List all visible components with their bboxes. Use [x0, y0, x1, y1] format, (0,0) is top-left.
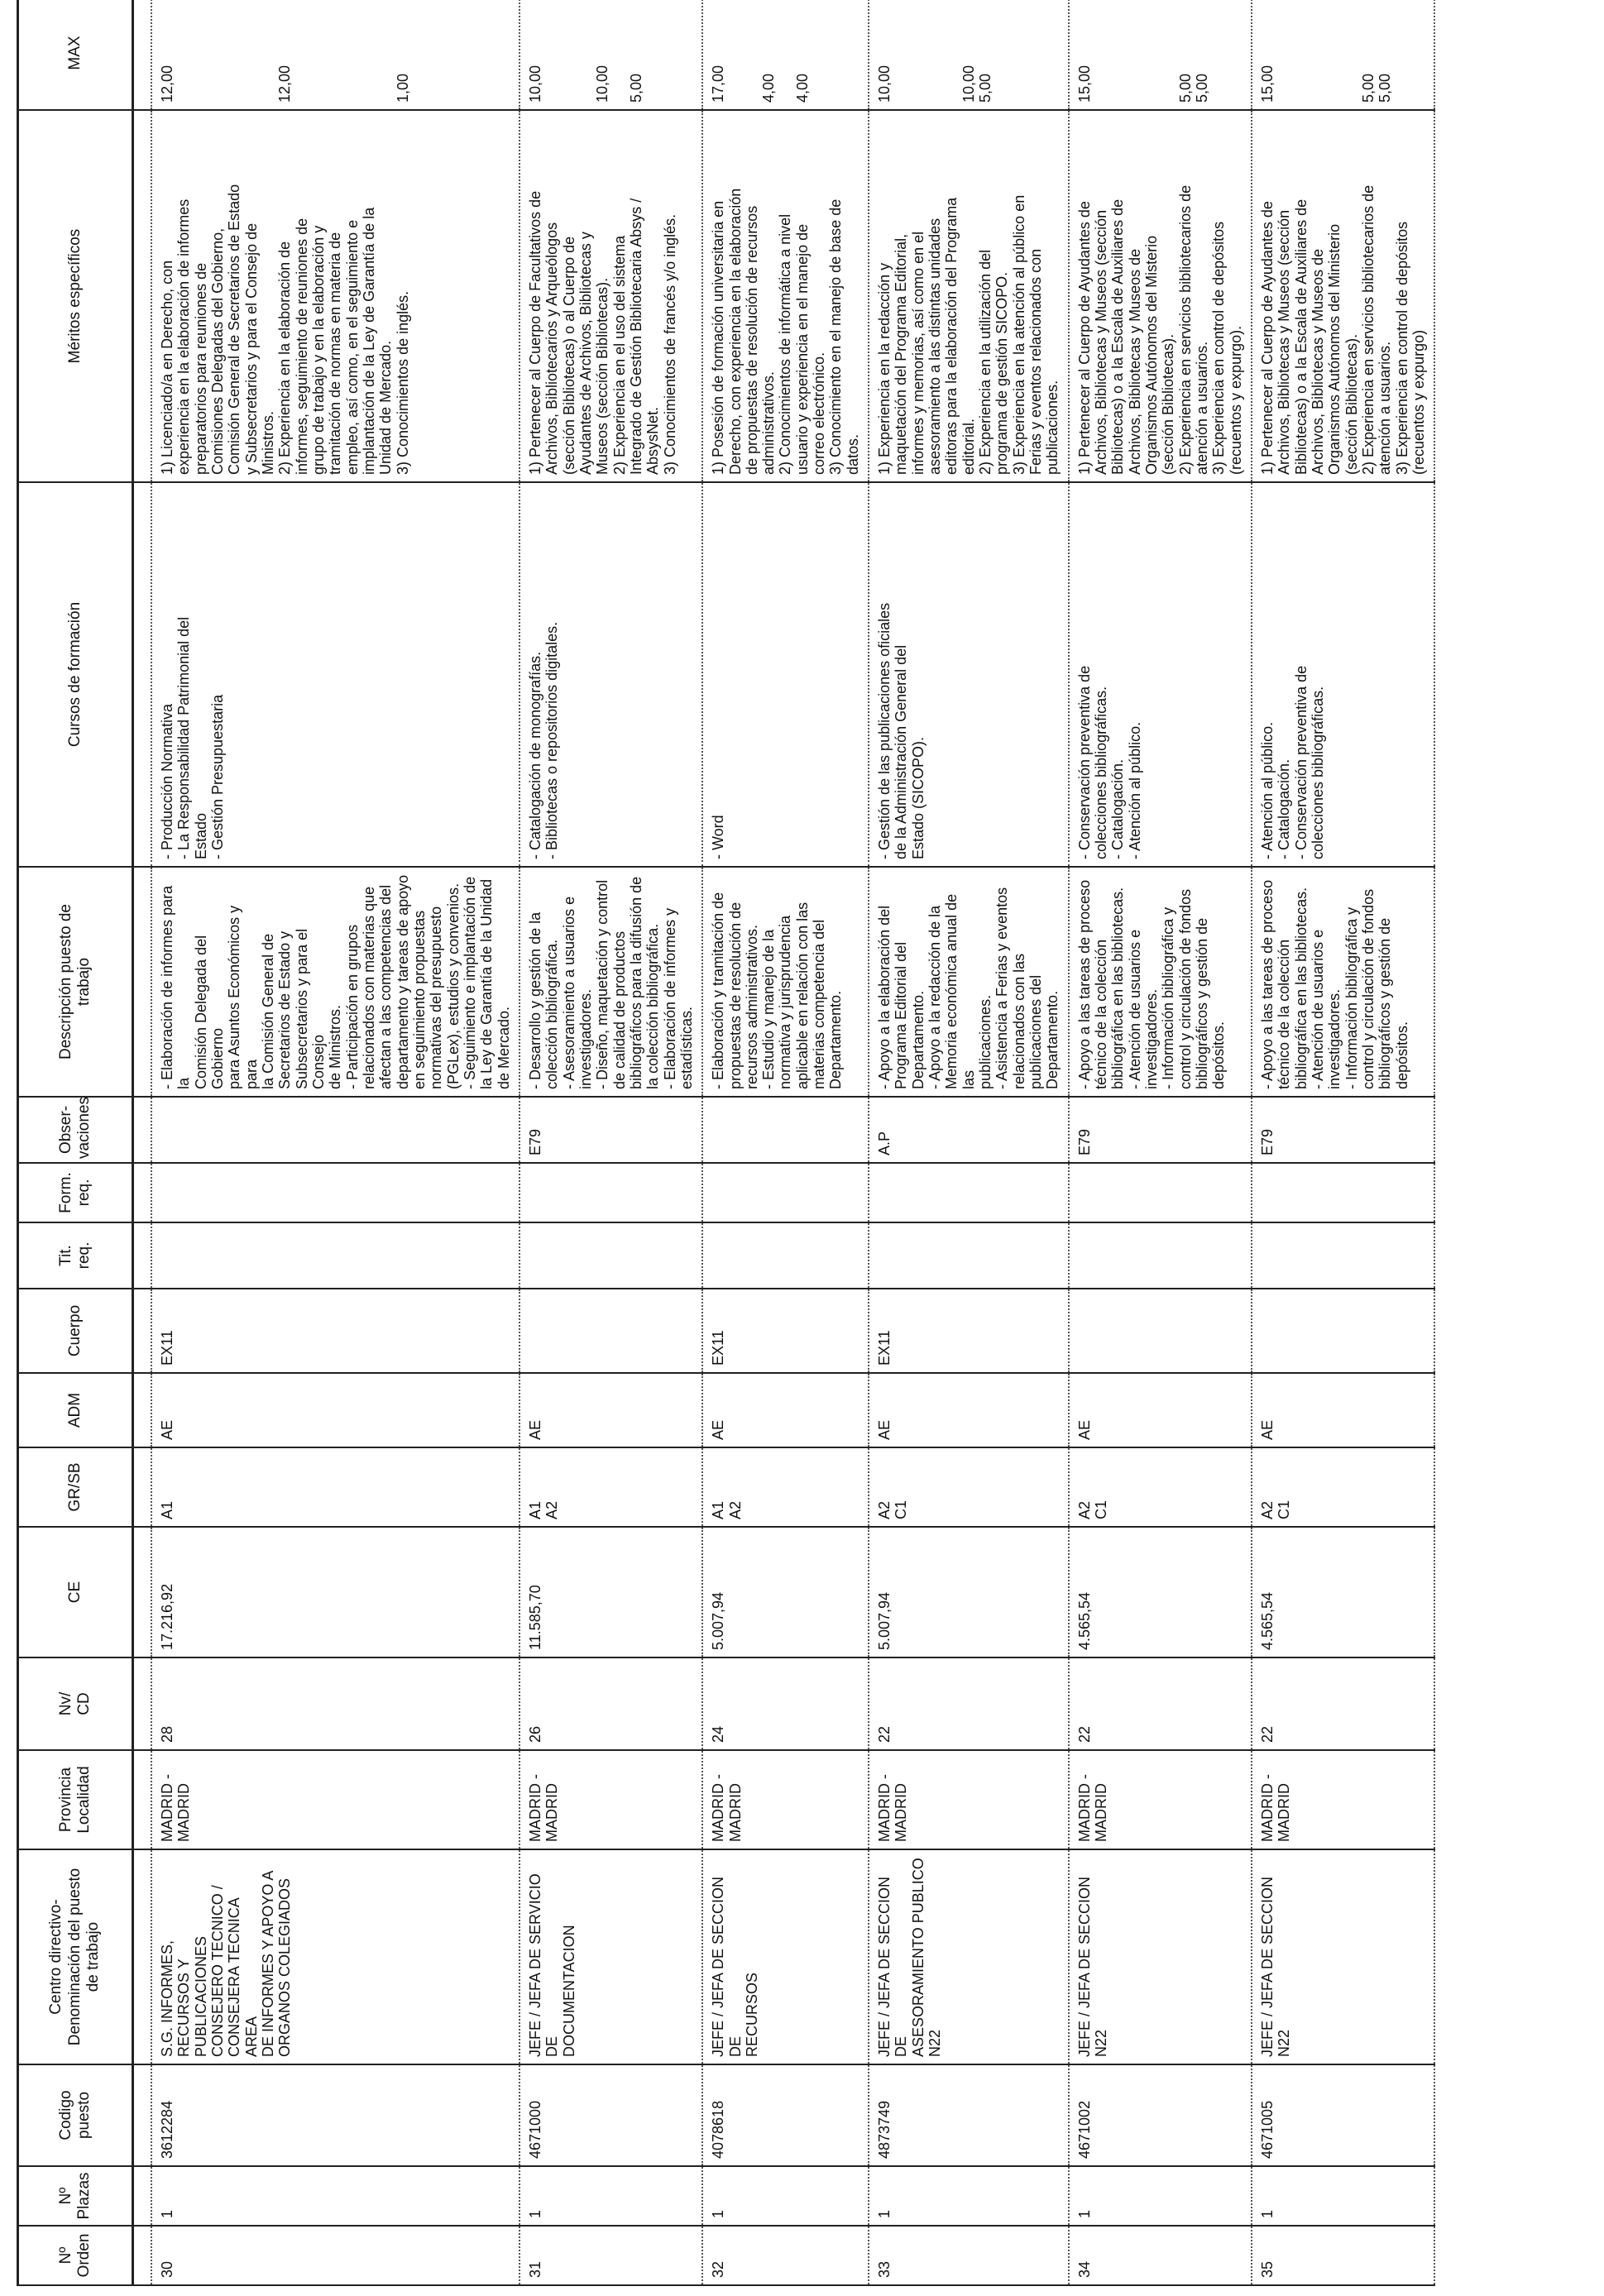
cell-titulacion [151, 1222, 520, 1289]
cell-orden: 32 [702, 2226, 869, 2285]
cell-centro: JEFE / JEFA DE SECCION DE ASESORAMIENTO PUBLICO N22 [869, 1849, 1069, 2064]
header-cuerpo: Cuerpo [18, 1289, 133, 1373]
cell-cuerpo: EX11 [702, 1289, 869, 1373]
cell-provincia: MADRID - MADRID [869, 1750, 1069, 1849]
cell-ce: 4.565,54 [1252, 1527, 1434, 1657]
cell-nivel: 24 [702, 1657, 869, 1750]
cell-meritos: 1) Licenciado/a en Derecho, con experiencia en la elaboración de informes preparatorios para reuniones de Comisiones Delegadas del Gobierno, Comisión General de Secretarios de Estado y Subsecretarios y para el Consejo de Ministros. 2) Experiencia en la elaboración de informes, seguimiento de reuniones de grupo de trabajo y en la elaboración y tramitación de normas en materia de empleo, así como, en el seguimiento e implantación de la Ley de Garantía de la Unidad de Mercado. 3) Conocimientos de inglés. [151, 110, 520, 482]
spacer-row [133, 0, 152, 2285]
cell-cuerpo: EX11 [869, 1289, 1069, 1373]
cell-provincia: MADRID - MADRID [702, 1750, 869, 1849]
cell-observaciones: E79 [1252, 1097, 1434, 1163]
cell-centro: JEFE / JEFA DE SECCION N22 [1069, 1849, 1252, 2064]
header-provincia: Provincia Localidad [18, 1750, 133, 1849]
job-positions-table [17, 0, 1435, 2286]
cell-formacion [702, 1163, 869, 1222]
header-centro: Centro directivo- Denominación del puesto de trabajo [18, 1849, 133, 2064]
header-adm: ADM [18, 1373, 133, 1447]
cell-centro: S.G. INFORMES, RECURSOS Y PUBLICACIONES CONSEJERO TECNICO / CONSEJERA TECNICA AREA DE INFORMES Y APOYO A ORGANOS COLEGIADOS [151, 1849, 520, 2064]
cell-adm: AE [1069, 1373, 1252, 1447]
cell-ce: 5.007,94 [869, 1527, 1069, 1657]
cell-plazas: 1 [151, 2166, 520, 2226]
table-header [18, 0, 133, 2285]
header-formacion: Form. req. [18, 1163, 133, 1222]
cell-descripcion: - Apoyo a las tareas de proceso técnico de la colección bibliográfica en las bibliotecas. - Atención de usuarios e investigadores. - Información bibliográfica y control y circulación de fondos bibliográficos y gestión de depósitos. [1069, 867, 1252, 1097]
cell-provincia: MADRID - MADRID [1252, 1750, 1434, 1849]
cell-codigo: 3612284 [151, 2064, 520, 2166]
cell-adm: AE [1252, 1373, 1434, 1447]
cell-max: 10,00 10,00 5,00 [869, 0, 1069, 110]
cell-cursos: - Atención al público. - Catalogación. - Conservación preventiva de colecciones bibliográficas. [1252, 482, 1434, 867]
table-row [520, 0, 702, 2285]
cell-ce: 5.007,94 [702, 1527, 869, 1657]
cell-descripcion: - Elaboración de informes para la Comisión Delegada del Gobierno para Asuntos Económicos y para la Comisión General de Secretarios de Estado y Subsecretarios y para el Consejo de Ministros. - Participación en grupos relacionados con materias que afectan a las competencias del departamento y tareas de apoyo en seguimiento propuestas normativas del presupuesto (PGLex), estudios y convenios. - Seguimiento e implantación de la Ley de Garantía de la Unidad de Mercado. [151, 867, 520, 1097]
cell-ce: 11.585,70 [520, 1527, 702, 1657]
cell-titulacion [869, 1222, 1069, 1289]
cell-titulacion [1252, 1222, 1434, 1289]
cell-grupo: A2 C1 [1252, 1447, 1434, 1527]
cell-meritos: 1) Pertenecer al Cuerpo de Ayudantes de Archivos, Bibliotecas y Museos (sección Bibliotecas) o a la Escala de Auxiliares de Archivos, Bibliotecas y Museos de Organismos Autónomos del Ministerio (sección Bibliotecas). 2) Experiencia en servicios bibliotecarios de atención a usuarios. 3) Experiencia en control de depósitos (recuentos y expurgo) [1252, 110, 1434, 482]
cell-formacion [520, 1163, 702, 1222]
cell-observaciones [151, 1097, 520, 1163]
cell-provincia: MADRID - MADRID [520, 1750, 702, 1849]
header-descripcion: Descripción puesto de trabajo [18, 867, 133, 1097]
header-cursos: Cursos de formación [18, 482, 133, 867]
table-body [133, 0, 1435, 2285]
cell-cursos: - Catalogación de monografías. - Bibliotecas o repositorios digitales. [520, 482, 702, 867]
cell-nivel: 28 [151, 1657, 520, 1750]
cell-titulacion [520, 1222, 702, 1289]
header-codigo: Codigo puesto [18, 2064, 133, 2166]
cell-meritos: 1) Experiencia en la redacción y maquetación del Programa Editorial, informes y memorias, así como en el asesoramiento a las distintas unidades editoras para la elaboración del Programa editorial. 2) Experiencia en la utilización del programa de gestión SICOPO. 3) Experiencia en la atención al público en Ferias y eventos relacionados con publicaciones. [869, 110, 1069, 482]
cell-centro: JEFE / JEFA DE SECCION N22 [1252, 1849, 1434, 2064]
cell-codigo: 4873749 [869, 2064, 1069, 2166]
table-row [869, 0, 1069, 2285]
header-orden: Nº Orden [18, 2226, 133, 2285]
cell-ce: 4.565,54 [1069, 1527, 1252, 1657]
cell-observaciones: E79 [1069, 1097, 1252, 1163]
cell-formacion [1252, 1163, 1434, 1222]
header-nivel: Nv/ CD [18, 1657, 133, 1750]
cell-titulacion [702, 1222, 869, 1289]
cell-grupo: A1 A2 [520, 1447, 702, 1527]
cell-max: 10,00 10,00 5,00 [520, 0, 702, 110]
cell-nivel: 26 [520, 1657, 702, 1750]
header-observaciones: Obser- vaciones [18, 1097, 133, 1163]
header-max: MAX [18, 0, 133, 110]
header-ce: CE [18, 1527, 133, 1657]
cell-formacion [869, 1163, 1069, 1222]
cell-cuerpo [1252, 1289, 1434, 1373]
cell-meritos: 1) Posesión de formación universitaria en Derecho, con experiencia en la elaboración de propuestas de resolución de recursos administrativos. 2) Conocimientos de informática a nivel usuario y experiencia en el manejo de correo electrónico. 3) Conocimiento en el manejo de base de datos. [702, 110, 869, 482]
header-plazas: Nº Plazas [18, 2166, 133, 2226]
cell-grupo: A1 [151, 1447, 520, 1527]
cell-cursos: - Conservación preventiva de colecciones bibliográficas. - Catalogación. - Atención al público. [1069, 482, 1252, 867]
cell-provincia: MADRID - MADRID [1069, 1750, 1252, 1849]
cell-meritos: 1) Pertenecer al Cuerpo de Ayudantes de Archivos, Bibliotecas y Museos (sección Bibliotecas) o a la Escala de Auxiliares de Archivos, Bibliotecas y Museos de Organismos Autónomos del Misterio (sección Bibliotecas). 2) Experiencia en servicios bibliotecarios de atención a usuarios. 3) Experiencia en control de depósitos (recuentos y expurgo). [1069, 110, 1252, 482]
cell-descripcion: - Apoyo a las tareas de proceso técnico de la colección bibliográfica en las bibliotecas. - Atención de usuarios e investigadores. - Información bibliográfica y control y circulación de fondos bibliográficos y gestión de depósitos. [1252, 867, 1434, 1097]
cell-nivel: 22 [869, 1657, 1069, 1750]
cell-orden: 30 [151, 2226, 520, 2285]
cell-observaciones: A.P [869, 1097, 1069, 1163]
cell-max: 15,00 5,00 5,00 [1069, 0, 1252, 110]
cell-grupo: A2 C1 [1069, 1447, 1252, 1527]
cell-plazas: 1 [869, 2166, 1069, 2226]
cell-cuerpo [1069, 1289, 1252, 1373]
table-row [151, 0, 520, 2285]
cell-cursos: - Producción Normativa - La Responsabilidad Patrimonial del Estado - Gestión Presupuestaria [151, 482, 520, 867]
cell-nivel: 22 [1252, 1657, 1434, 1750]
cell-ce: 17.216,92 [151, 1527, 520, 1657]
cell-codigo: 4078618 [702, 2064, 869, 2166]
header-meritos: Méritos específicos [18, 110, 133, 482]
cell-cursos: - Gestión de las publicaciones oficiales de la Administración General del Estado (SICOPO). [869, 482, 1069, 867]
cell-max: 15,00 5,00 5,00 [1252, 0, 1434, 110]
cell-orden: 34 [1069, 2226, 1252, 2285]
cell-cuerpo [520, 1289, 702, 1373]
cell-grupo: A1 A2 [702, 1447, 869, 1527]
cell-codigo: 4671005 [1252, 2064, 1434, 2166]
cell-codigo: 4671000 [520, 2064, 702, 2166]
cell-cuerpo: EX11 [151, 1289, 520, 1373]
table-row [1069, 0, 1252, 2285]
cell-plazas: 1 [1252, 2166, 1434, 2226]
cell-observaciones: E79 [520, 1097, 702, 1163]
cell-centro: JEFE / JEFA DE SECCION DE RECURSOS [702, 1849, 869, 2064]
cell-orden: 31 [520, 2226, 702, 2285]
cell-provincia: MADRID - MADRID [151, 1750, 520, 1849]
cell-plazas: 1 [1069, 2166, 1252, 2226]
cell-plazas: 1 [702, 2166, 869, 2226]
cell-adm: AE [702, 1373, 869, 1447]
table-row [702, 0, 869, 2285]
cell-max: 17,00 4,00 4,00 [702, 0, 869, 110]
cell-cursos: - Word [702, 482, 869, 867]
header-titulacion: Tit. req. [18, 1222, 133, 1289]
cell-adm: AE [151, 1373, 520, 1447]
cell-grupo: A2 C1 [869, 1447, 1069, 1527]
cell-observaciones [702, 1097, 869, 1163]
cell-descripcion: - Elaboración y tramitación de propuestas de resolución de recursos administrativos. - Estudio y manejo de la normativa y jurisprudencia aplicable en relación con las materias competencia del Departamento. [702, 867, 869, 1097]
cell-plazas: 1 [520, 2166, 702, 2226]
cell-codigo: 4671002 [1069, 2064, 1252, 2166]
cell-titulacion [1069, 1222, 1252, 1289]
cell-orden: 35 [1252, 2226, 1434, 2285]
cell-adm: AE [869, 1373, 1069, 1447]
header-grupo: GR/SB [18, 1447, 133, 1527]
cell-max: 12,00 12,00 1,00 [151, 0, 520, 110]
cell-adm: AE [520, 1373, 702, 1447]
cell-descripcion: - Apoyo a la elaboración del Programa Editorial del Departamento. - Apoyo a la redacción de la Memoria económica anual de las publicaciones. - Asistencia a Ferias y eventos relacionados con las publicaciones del Departamento. [869, 867, 1069, 1097]
cell-descripcion: - Desarrollo y gestión de la colección bibliográfica. - Asesoramiento a usuarios e investigadores. - Diseño, maquetación y control de calidad de productos bibliográficos para la difusión de la colección bibliográfica. - Elaboración de informes y estadísticas. [520, 867, 702, 1097]
cell-formacion [151, 1163, 520, 1222]
cell-nivel: 22 [1069, 1657, 1252, 1750]
table-row [1252, 0, 1434, 2285]
cell-centro: JEFE / JEFA DE SERVICIO DE DOCUMENTACION [520, 1849, 702, 2064]
cell-meritos: 1) Pertenecer al Cuerpo de Facultativos de Archivos, Bibliotecarios y Arqueólogos (sección Bibliotecas) o al Cuerpo de Ayudantes de Archivos, Bibliotecas y Museos (sección Bibliotecas). 2) Experiencia en el uso del sistema Integrado de Gestión Bibliotecaria Absys / AbsysNet. 3) Conocimientos de francés y/o inglés. [520, 110, 702, 482]
cell-formacion [1069, 1163, 1252, 1222]
cell-orden: 33 [869, 2226, 1069, 2285]
